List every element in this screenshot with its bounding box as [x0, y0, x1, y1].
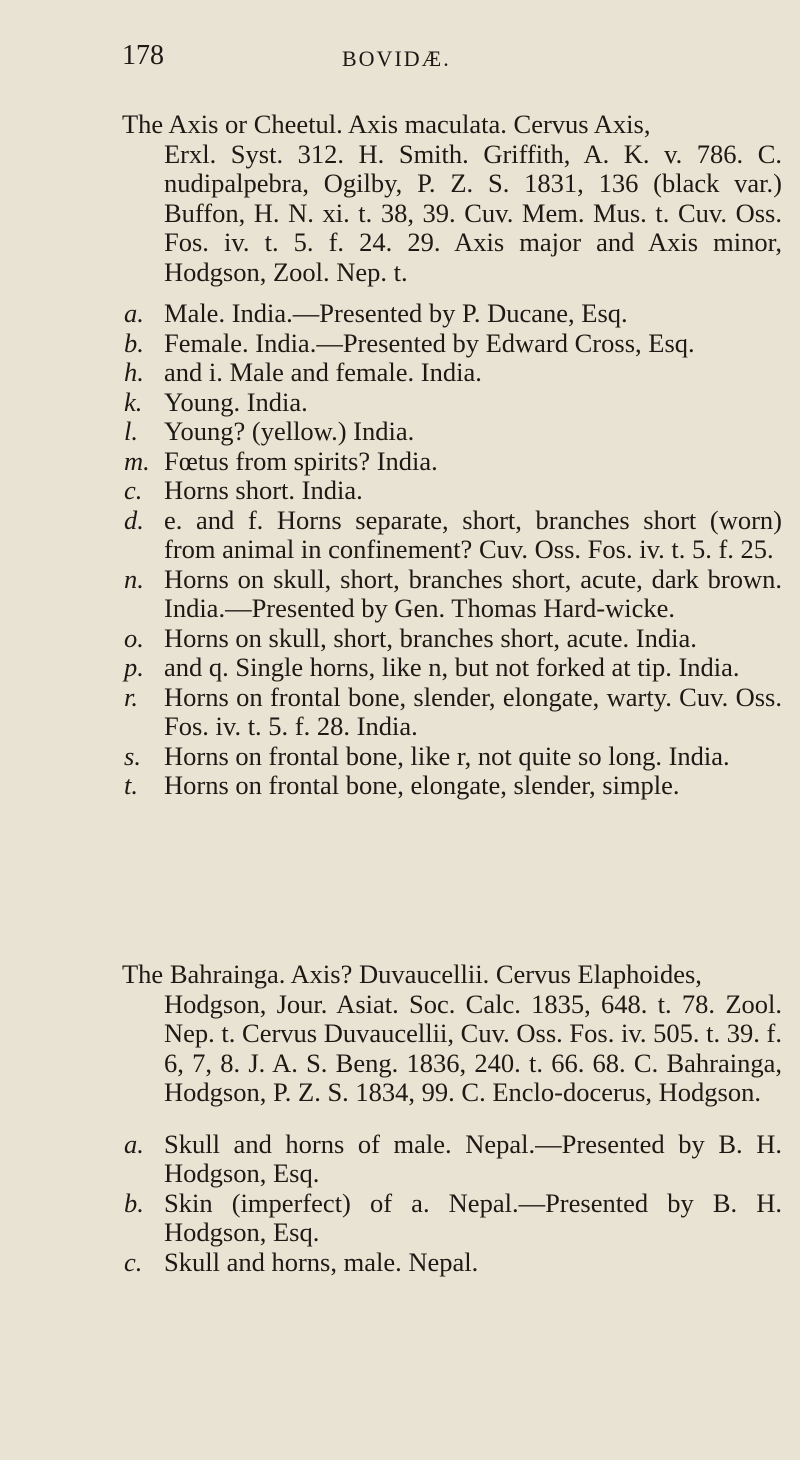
species-axis [0, 110, 800, 801]
specimen-letter: m. [124, 445, 150, 476]
specimen-letter: n. [124, 563, 144, 594]
page-header [122, 40, 682, 80]
specimen-letter: d. [124, 504, 144, 535]
specimen-letter: h. [124, 357, 144, 387]
species-heading: The Bahrainga. Axis? Duvaucellii. Cervus Elaphoides, [122, 959, 702, 989]
specimen-text: Female. India.—Presented by Edward Cross, Esq. [164, 327, 695, 358]
specimen-letter: b. [124, 327, 144, 358]
specimen-text: and i. Male and female. India. [164, 357, 482, 387]
running-head: BOVIDÆ. [342, 46, 451, 71]
specimen-text: Skin (imperfect) of a. Nepal.—Presented by B. H. Hodgson, Esq. [164, 1187, 782, 1247]
specimen-letter: s. [124, 740, 141, 771]
specimen-letter: l. [124, 416, 138, 446]
specimen-letter: c. [124, 1246, 143, 1277]
specimen-letter: a. [124, 1128, 144, 1159]
specimen-text: Male. India.—Presented by P. Ducane, Esq. [164, 298, 628, 328]
species-bahrainga [0, 960, 800, 1277]
specimen-text: Horns short. India. [164, 475, 363, 505]
specimen-text: Horns on frontal bone, slender, elongate, warty. Cuv. Oss. Fos. iv. t. 5. f. 28. India. [164, 681, 782, 741]
specimen-entry [124, 770, 782, 801]
specimen-entry [124, 1246, 782, 1278]
species-heading: The Axis or Cheetul. Axis maculata. Cervus Axis, [122, 109, 651, 139]
specimen-entry [124, 386, 782, 418]
specimen-entry [124, 504, 782, 565]
specimen-text: Young? (yellow.) India. [164, 416, 415, 446]
specimen-entry [124, 563, 782, 624]
specimen-letter: k. [124, 386, 143, 417]
specimen-entry [124, 357, 782, 388]
specimen-text: e. and f. Horns separate, short, branches short (worn) from animal in confinement? Cuv. Oss. Fos. iv. t. 5. f. 25. [164, 504, 782, 564]
specimen-letter: o. [124, 622, 144, 653]
specimen-text: Horns on skull, short, branches short, acute. India. [164, 622, 697, 653]
specimen-letter: c. [124, 475, 143, 505]
specimen-text: Young. India. [164, 386, 308, 417]
specimen-entry [124, 740, 782, 772]
specimen-letter: b. [124, 1187, 144, 1218]
specimen-list [0, 299, 800, 801]
specimen-letter: a. [124, 298, 144, 328]
specimen-letter: t. [124, 770, 138, 800]
specimen-entry [124, 475, 782, 506]
specimen-entry [124, 652, 782, 683]
page-number: 178 [122, 40, 164, 71]
specimen-entry [124, 1128, 782, 1189]
specimen-text: Skull and horns, male. Nepal. [164, 1246, 479, 1277]
specimen-text: Horns on frontal bone, elongate, slender, simple. [164, 770, 680, 800]
specimen-letter: r. [124, 681, 139, 712]
specimen-entry [124, 327, 782, 359]
specimen-text: Horns on frontal bone, like r, not quite so long. India. [164, 740, 730, 771]
specimen-entry [124, 416, 782, 447]
specimen-list [0, 1130, 800, 1278]
specimen-entry [124, 622, 782, 654]
specimen-entry [124, 1187, 782, 1248]
specimen-letter: p. [124, 652, 144, 682]
specimen-text: Skull and horns of male. Nepal.—Presented by B. H. Hodgson, Esq. [164, 1128, 782, 1188]
specimen-entry [124, 298, 782, 329]
specimen-text: Fœtus from spirits? India. [164, 445, 438, 476]
synonymy: Hodgson, Jour. Asiat. Soc. Calc. 1835, 648. t. 78. Zool. Nep. t. Cervus Duvaucellii, Cuv. Oss. Fos. iv. 505. t. 39. f. 6, 7, 8. J. A. S. Beng. 1836, 240. t. 66. 68. C. Bahrainga, Hodgson, P. Z. S. 1834, 99. C. Enclo-docerus, Hodgson. [164, 988, 782, 1107]
specimen-entry [124, 445, 782, 477]
specimen-entry [124, 681, 782, 742]
specimen-text: and q. Single horns, like n, but not forked at tip. India. [164, 652, 740, 682]
synonymy: Erxl. Syst. 312. H. Smith. Griffith, A. K. v. 786. C. nudipalpebra, Ogilby, P. Z. S. 1831, 136 (black var.) Buffon, H. N. xi. t. 38, 39. Cuv. Mem. Mus. t. Cuv. Oss. Fos. iv. t. 5. f. 24. 29. Axis major and Axis minor, Hodgson, Zool. Nep. t. [164, 138, 782, 287]
specimen-text: Horns on skull, short, branches short, acute, dark brown. India.—Presented by Gen. Thomas Hard-wicke. [164, 563, 782, 623]
